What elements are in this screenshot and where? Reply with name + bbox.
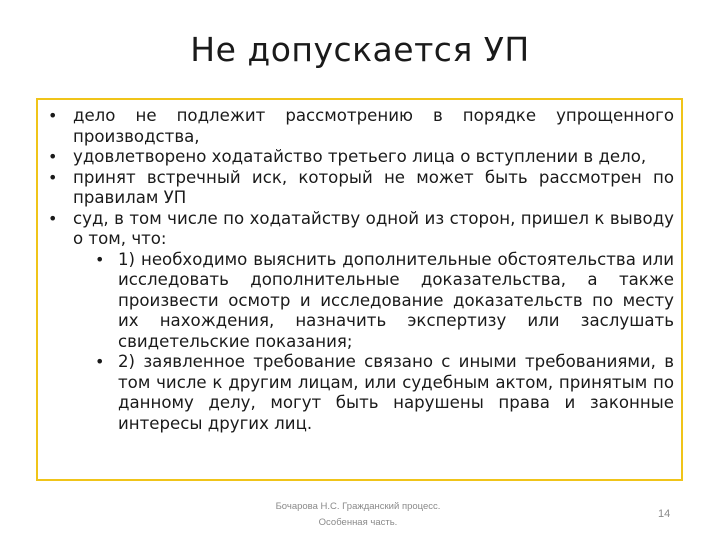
sub-bullet-text: 2) заявленное требование связано с иными требованиями, в том числе к другим лицам, или судебным актом, принятым по данному делу, могут быть нарушены права и законные интересы других лиц. [118,352,674,433]
bullet-item [46,147,674,168]
bullet-dot-icon: • [48,106,58,125]
page-number: 14 [658,508,671,520]
bullet-dot-icon: • [48,208,58,228]
bullet-text: удовлетворено ходатайство третьего лица о вступлении в дело, [73,147,647,166]
bullet-dot-icon: • [48,167,58,187]
bullet-item [46,106,674,147]
sub-bullet-item [73,250,674,353]
bullet-dot-icon: • [95,352,105,371]
bullet-item [46,209,674,435]
footer-line-section: Особенная часть. [318,517,398,528]
bullet-text: суд, в том числе по ходатайству одной из сторон, пришел к выводу о том, что: [73,208,674,248]
sub-bullet-list [73,250,674,435]
bullet-text: принят встречный иск, который не может быть рассмотрен по правилам УП [73,167,674,207]
bullet-text: дело не подлежит рассмотрению в порядке упрощенного производства, [73,106,674,146]
bullet-list [46,106,674,434]
bullet-dot-icon: • [48,147,58,166]
bullet-item [46,168,674,209]
content-box [36,98,683,481]
footer-line-author: Бочарова Н.С. Гражданский процесс. [275,501,441,512]
bullet-dot-icon: • [95,249,105,269]
sub-bullet-item [73,352,674,434]
sub-bullet-text: 1) необходимо выяснить дополнительные обстоятельства или исследовать дополнительные доказательства, а также произвести осмотр и исследование доказательств по месту их нахождения, назначить экспертизу или заслушать свидетельские показания; [118,249,674,351]
footer-text [248,499,468,531]
slide-title: Не допускается УП [190,30,530,69]
